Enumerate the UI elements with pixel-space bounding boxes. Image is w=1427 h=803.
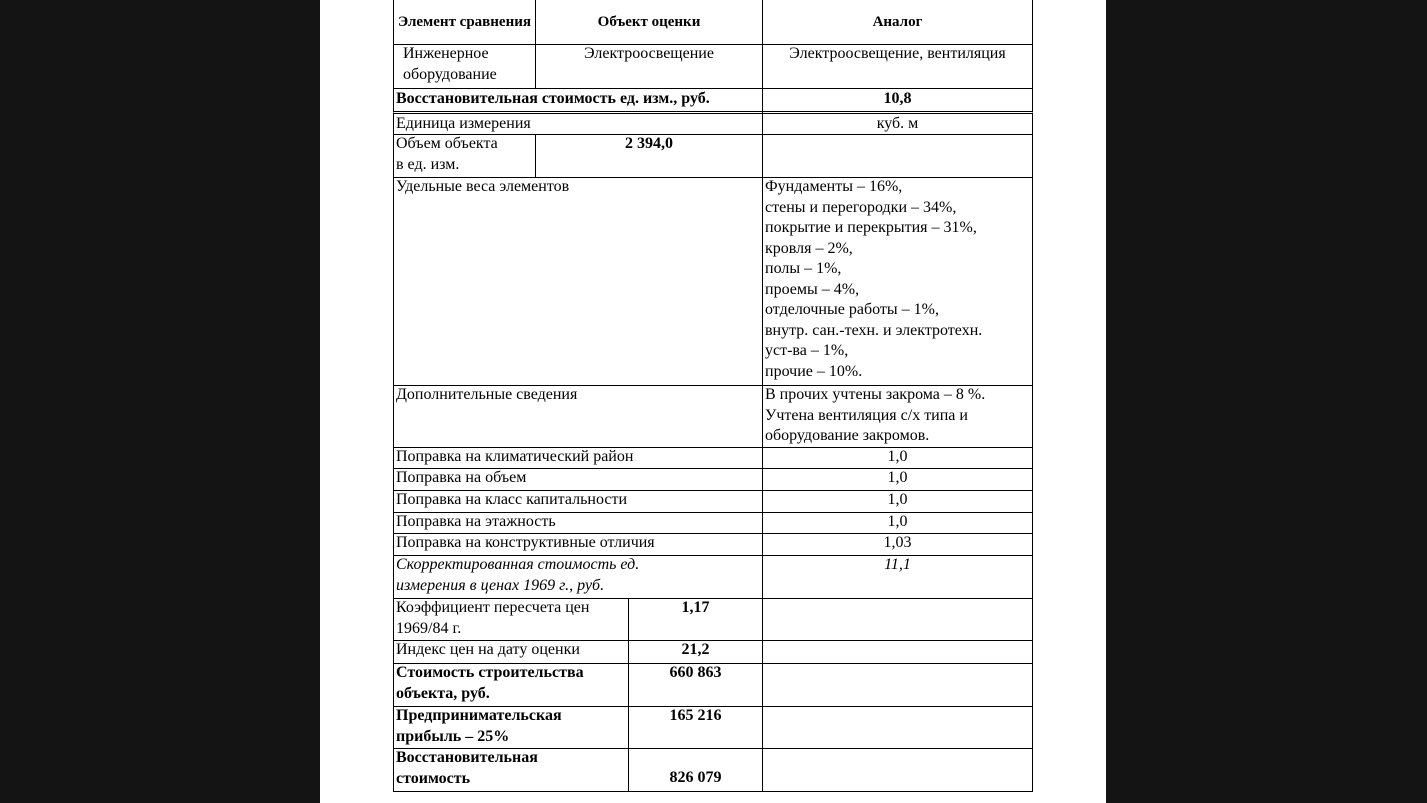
weights-line: отделочные работы – 1%, <box>765 301 939 318</box>
additional-label: Дополнительные сведения <box>393 385 763 448</box>
price-index-analog-empty <box>762 640 1033 664</box>
weights-line: Фундаменты – 16%, <box>765 178 903 195</box>
additional-line: Учтена вентиляция с/х типа и <box>765 406 968 424</box>
header-analog: Аналог <box>762 0 1033 45</box>
weights-line: кровля – 2%, <box>765 239 853 257</box>
additional-line: В прочих учтены закрома – 8 %. <box>765 386 986 403</box>
additional-line: оборудование закромов. <box>765 427 930 444</box>
correction-label: Поправка на объем <box>393 468 763 491</box>
correction-value: 1,0 <box>762 468 1033 491</box>
restoration-unit-cost-label: Восстановительная стоимость ед. изм., руб. <box>393 88 763 114</box>
correction-label: Поправка на класс капитальности <box>393 490 763 513</box>
weights-list <box>762 177 1033 386</box>
weights-label: Удельные веса элементов <box>393 177 763 386</box>
correction-label: Поправка на климатический район <box>393 447 763 469</box>
price-index-label: Индекс цен на дату оценки <box>393 640 629 664</box>
correction-label: Поправка на этажность <box>393 512 763 534</box>
profit-value: 165 216 <box>628 706 763 749</box>
weights-line: покрытие и перекрытия – 31%, <box>765 219 977 236</box>
volume-value: 2 394,0 <box>535 134 763 178</box>
valuation-table <box>393 0 1033 791</box>
construction-cost-analog-empty <box>762 663 1033 707</box>
weights-line: стены и перегородки – 34%, <box>765 198 957 216</box>
weights-line: проемы – 4%, <box>765 280 860 298</box>
volume-label: Объем объекта в ед. изм. <box>393 134 536 178</box>
weights-line: уст-ва – 1%, <box>765 342 849 359</box>
recalc-coef-label: Коэффициент пересчета цен 1969/84 г. <box>393 598 629 641</box>
adjusted-cost-label: Скорректированная стоимость ед. измерения в ценах 1969 г., руб. <box>393 555 763 599</box>
document-page <box>320 0 1106 803</box>
unit-label: Единица измерения <box>393 113 763 135</box>
correction-value: 1,03 <box>762 533 1033 556</box>
engineering-analog: Электроосвещение, вентиляция <box>762 44 1033 89</box>
construction-cost-label: Стоимость строительства объекта, руб. <box>393 663 629 707</box>
additional-text <box>762 385 1033 448</box>
profit-label: Предпринимательская прибыль – 25% <box>393 706 629 749</box>
adjusted-cost-value: 11,1 <box>762 555 1033 599</box>
volume-analog-empty <box>762 134 1033 178</box>
header-element: Элемент сравнения <box>393 0 536 45</box>
construction-cost-value: 660 863 <box>628 663 763 707</box>
weights-line: полы – 1%, <box>765 260 842 277</box>
recalc-coef-value: 1,17 <box>628 598 763 641</box>
restoration-unit-cost-value: 10,8 <box>762 88 1033 114</box>
profit-analog-empty <box>762 706 1033 749</box>
weights-line: прочие – 10%. <box>765 362 863 380</box>
engineering-object: Электроосвещение <box>535 44 763 89</box>
correction-value: 1,0 <box>762 512 1033 534</box>
correction-value: 1,0 <box>762 447 1033 469</box>
restoration-cost-analog-empty <box>762 748 1033 792</box>
weights-line: внутр. сан.-техн. и электротехн. <box>765 321 983 339</box>
restoration-cost-value: 826 079 <box>628 748 763 792</box>
recalc-coef-analog-empty <box>762 598 1033 641</box>
correction-label: Поправка на конструктивные отличия <box>393 533 763 556</box>
unit-value: куб. м <box>762 113 1033 135</box>
header-object: Объект оценки <box>535 0 763 45</box>
restoration-cost-label: Восстановительная стоимость <box>393 748 629 792</box>
price-index-value: 21,2 <box>628 640 763 664</box>
correction-value: 1,0 <box>762 490 1033 513</box>
engineering-label: Инженерное оборудование <box>393 44 536 89</box>
